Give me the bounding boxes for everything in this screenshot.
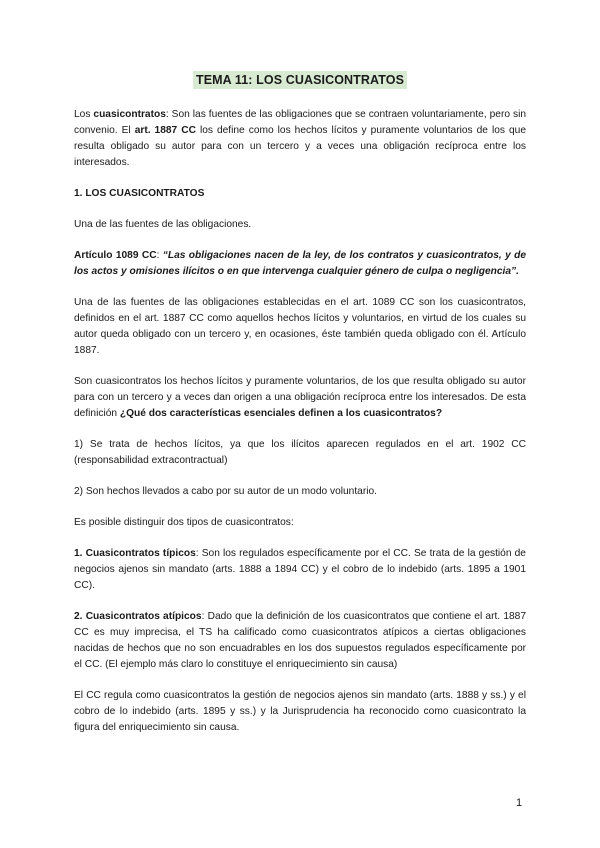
son-cuasicontratos-paragraph: Son cuasicontratos los hechos lícitos y puramente voluntarios, de los que resulta obligado su autor para con un tercero y a veces dan origen a una obligación recíproca entre los interesados. De esta definición ¿Qué dos características esenciales definen a los cuasicontratos? [74, 376, 526, 419]
intro-text-1: Los [74, 109, 94, 120]
intro-term-art1887: art. 1887 CC [134, 125, 196, 136]
intro-term-cuasicontratos: cuasicontratos [93, 109, 166, 120]
intro-text-3: los define como los hechos lícitos y puramente voluntarios de los que resulta obligado su autor para con un tercero y a veces una obligación recíproca entre los interesados. [74, 125, 526, 168]
una-fuentes-paragraph: Una de las fuentes de las obligaciones establecidas en el art. 1089 CC son los cuasicontratos, definidos en el art. 1887 CC como aquellos hechos lícitos y voluntarios, en virtud de los cuales su autor queda obligado con un tercero y, en ocasiones, éste también queda obligado con él. Artículo 1887. [74, 297, 526, 356]
tipicos-paragraph: 1. Cuasicontratos típicos: Son los regulados específicamente por el CC. Se trata de la gestión de negocios ajenos sin mandato (arts. 1888 a 1894 CC) y el cobro de lo indebido (arts. 1895 a 1901 CC). [74, 548, 526, 591]
intro-paragraph [74, 107, 526, 171]
intro-text-2: : Son las fuentes de las obligaciones que se contraen voluntariamente, pero sin convenio. El [74, 109, 526, 136]
atipicos-label: 2. Cuasicontratos atípicos [74, 611, 202, 622]
tipicos-label: 1. Cuasicontratos típicos [74, 548, 196, 559]
tipos-paragraph: Es posible distinguir dos tipos de cuasicontratos: [74, 517, 294, 528]
page-number: 1 [516, 797, 523, 809]
document-body [74, 107, 526, 736]
list-item-1: 1) Se trata de hechos lícitos, ya que los ilícitos aparecen regulados en el art. 1902 CC (responsabilidad extracontractual) [74, 439, 526, 466]
art1089-label: Artículo 1089 CC [74, 250, 157, 261]
page-title: TEMA 11: LOS CUASICONTRATOS [193, 71, 407, 89]
title-container [0, 71, 600, 89]
fuentes-paragraph: Una de las fuentes de las obligaciones. [74, 219, 252, 230]
question-text: ¿Qué dos características esenciales definen a los cuasicontratos? [119, 408, 443, 419]
art1089-quote: “Las obligaciones nacen de la ley, de los contratos y cuasicontratos, y de los actos y omisiones ilícitos o en que intervenga cualquier género de culpa o negligencia”. [74, 250, 526, 277]
final-paragraph: El CC regula como cuasicontratos la gestión de negocios ajenos sin mandato (arts. 1888 y ss.) y el cobro de lo indebido (arts. 1895 y ss.) y la Jurisprudencia ha reconocido como cuasicontrato la figura del enriquecimiento sin causa. [74, 690, 526, 733]
art1089-paragraph: Artículo 1089 CC: “Las obligaciones nacen de la ley, de los contratos y cuasicontratos, y de los actos y omisiones ilícitos o en que intervenga cualquier género de culpa o negligencia”. [74, 250, 526, 277]
atipicos-paragraph: 2. Cuasicontratos atípicos: Dado que la definición de los cuasicontratos que contiene el art. 1887 CC es muy imprecisa, el TS ha calificado como cuasicontratos atípicos a ciertas obligaciones nacidas de hechos que no son encuadrables en los dos supuestos regulados específicamente por el CC. (El ejemplo más claro lo constituye el enriquecimiento sin causa) [74, 611, 526, 670]
list-item-2: 2) Son hechos llevados a cabo por su autor de un modo voluntario. [74, 486, 377, 497]
section-heading: 1. LOS CUASICONTRATOS [74, 188, 205, 199]
